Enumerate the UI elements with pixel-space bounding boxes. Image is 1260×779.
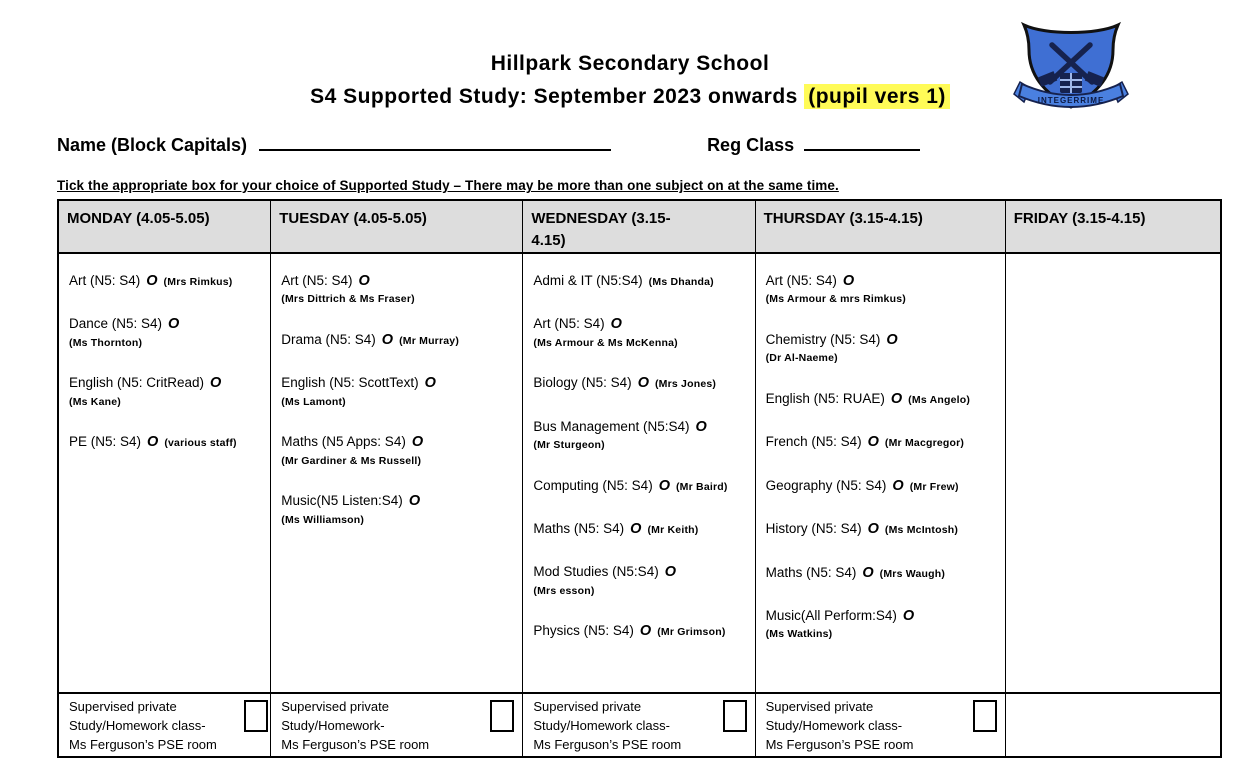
subject-entry [766,330,1001,365]
subject-text: Maths (N5 Apps: S4) [281,434,406,450]
subject-text: Art (N5: S4) [281,273,353,288]
subject-text: Maths (N5: S4) [533,520,625,536]
subject-entry [533,314,750,349]
subject-entry [533,417,750,452]
teacher-name: (Mr Sturgeon) [533,438,605,451]
tick-circle[interactable]: O [210,375,222,392]
tick-circle[interactable]: O [664,564,676,581]
column-header-friday: FRIDAY (3.15-4.15) [1005,201,1220,254]
subject-text: Art (N5: S4) [69,273,141,288]
supervised-study-text: Ms Ferguson’s PSE room [765,736,914,752]
supervised-study-text: Study/Homework class- [765,717,903,733]
teacher-name: (Mrs Dittrich & Ms Fraser) [281,293,415,306]
teacher-name: (Ms Lamont) [281,395,346,408]
tick-circle[interactable]: O [147,434,159,451]
subject-text: English (N5: ScottText) [281,375,419,391]
subject-entry [533,476,750,495]
subject-entry [533,271,750,290]
tick-circle[interactable]: O [862,564,874,581]
column-header-monday: MONDAY (4.05-5.05) [59,201,270,254]
name-input-line[interactable] [259,134,611,151]
teacher-name: (Mrs Waugh) [879,567,946,580]
subject-text: Art (N5: S4) [765,273,837,288]
name-label: Name (Block Capitals) [57,135,248,155]
school-title: Hillpark Secondary School [490,52,770,75]
teacher-name: (Mr Keith) [647,523,699,536]
subject-entry [281,432,518,467]
subject-text: Geography (N5: S4) [765,477,887,493]
teacher-name: (Mr Macgregor) [884,437,965,450]
pupil-version-highlight: (pupil vers 1) [804,84,950,109]
subject-entry [281,271,518,306]
subject-text: Bus Management (N5:S4) [533,418,690,434]
tick-circle[interactable]: O [168,316,180,333]
tick-circle[interactable]: O [630,520,642,537]
column-footer-tuesday [270,692,522,756]
supervised-study-checkbox[interactable] [244,700,268,732]
school-crest-logo [1010,20,1132,120]
supervised-study-checkbox[interactable] [490,700,514,732]
tick-circle[interactable]: O [146,273,158,289]
teacher-name: (Ms McIntosh) [884,524,959,537]
tick-circle[interactable]: O [867,434,879,451]
subject-text: French (N5: S4) [765,434,862,450]
column-footer-wednesday [522,692,754,756]
supervised-study-checkbox[interactable] [973,700,997,732]
tick-circle[interactable]: O [842,273,855,289]
subject-entry [766,432,1001,451]
subject-entry [766,271,1001,306]
column-header-wednesday: WEDNESDAY (3.15- 4.15) [522,201,754,254]
subtitle-text: S4 Supported Study: September 2023 onwards [310,85,805,108]
subject-entry [69,432,266,451]
tick-circle[interactable]: O [408,493,421,510]
teacher-name: (Mrs Jones) [654,378,717,391]
timetable [57,199,1222,758]
subject-text: Computing (N5: S4) [533,477,653,493]
subject-text: Maths (N5: S4) [765,564,857,580]
column-header-tuesday: TUESDAY (4.05-5.05) [270,201,522,254]
subject-entry [533,562,750,597]
subject-entry [69,271,266,290]
tick-circle[interactable]: O [358,273,370,289]
teacher-name: (Mr Grimson) [657,626,726,639]
column-footer-thursday [755,692,1005,756]
subject-text: Dance (N5: S4) [69,316,163,332]
column-header-thursday: THURSDAY (3.15-4.15) [755,201,1005,254]
column-footer-friday [1005,692,1220,756]
teacher-name: (Dr Al-Naeme) [765,352,838,365]
subject-entry [281,491,518,526]
supervised-study-text: Ms Ferguson’s PSE room [69,736,217,752]
supervised-study-text: Supervised private [69,699,177,714]
subject-text: Mod Studies (N5:S4) [533,564,659,580]
tick-circle[interactable]: O [637,375,649,392]
supervised-study-text: Supervised private [281,699,389,714]
teacher-name: (various staff) [164,437,237,450]
teacher-name: (Ms Armour & mrs Rimkus) [765,293,906,306]
teacher-name: (Mr Murray) [399,334,460,347]
subject-entry [766,476,1001,495]
supervised-study-text: Study/Homework class- [69,717,206,733]
subject-entry [69,373,266,408]
reg-class-input-line[interactable] [804,134,920,151]
subject-text: Music(N5 Listen:S4) [281,493,403,509]
subject-text: Physics (N5: S4) [533,623,634,639]
teacher-name: (Mr Gardiner & Ms Russell) [281,454,422,467]
teacher-name: (Mrs esson) [533,584,595,597]
tick-circle[interactable]: O [890,390,903,407]
supervised-study-text: Study/Homework- [281,717,385,733]
subject-entry [533,373,750,392]
tick-circle[interactable]: O [424,375,436,392]
teacher-name: (Ms Thornton) [69,336,143,349]
supervised-study-text: Study/Homework class- [533,717,670,733]
subject-text: Art (N5: S4) [533,316,605,332]
subject-entry [766,563,1001,582]
column-body-wednesday [522,254,754,692]
teacher-name: (Ms Armour & Ms McKenna) [533,336,678,349]
supervised-study-text: Ms Ferguson’s PSE room [281,736,430,752]
teacher-name: (Mr Baird) [675,480,728,493]
subject-text: English (N5: CritRead) [69,375,205,391]
subject-entry [533,519,750,538]
tick-circle[interactable]: O [411,434,424,451]
instruction-text: Tick the appropriate box for your choice of Supported Study – There may be more than one subject on at the same time. [57,178,839,193]
tick-circle[interactable]: O [695,418,707,435]
subject-entry [281,373,518,408]
supervised-study-checkbox[interactable] [723,700,747,732]
subject-text: Biology (N5: S4) [533,375,632,391]
tick-circle[interactable]: O [610,316,622,333]
tick-circle[interactable]: O [902,607,915,624]
crest-shield-icon [1010,20,1132,120]
subject-text: English (N5: RUAE) [765,390,885,406]
subject-text: Drama (N5: S4) [281,331,376,347]
subject-entry [766,519,1001,538]
subject-text: Chemistry (N5: S4) [765,331,881,347]
supervised-study-text: Ms Ferguson’s PSE room [533,736,682,752]
subject-entry [281,330,518,349]
subject-text: Music(All Perform:S4) [765,607,897,623]
column-body-monday [59,254,270,692]
tick-circle[interactable]: O [892,477,904,494]
supervised-study-text: Supervised private [533,699,642,714]
subject-text: Admi & IT (N5:S4) [533,273,643,288]
teacher-name: (Ms Watkins) [765,628,833,641]
teacher-name: (Ms Kane) [69,395,121,408]
name-reg-row [57,134,1222,156]
teacher-name: (Ms Dhanda) [648,276,714,288]
teacher-name: (Ms Angelo) [908,393,971,406]
tick-circle[interactable]: O [886,331,898,348]
column-body-thursday [755,254,1005,692]
subject-text: History (N5: S4) [765,521,862,537]
subject-text: PE (N5: S4) [69,434,142,450]
column-body-tuesday [270,254,522,692]
supervised-study-text: Supervised private [765,699,874,714]
reg-class-label: Reg Class [707,135,795,155]
tick-circle[interactable]: O [867,521,879,538]
teacher-name: (Ms Williamson) [281,513,365,526]
subject-entry [766,606,1001,641]
teacher-name: (Mrs Rimkus) [163,276,233,288]
tick-circle[interactable]: O [381,331,394,348]
column-footer-monday [59,692,270,756]
tick-circle[interactable]: O [658,477,670,494]
subject-entry [533,621,750,640]
crest-motto: INTEGERRIME [1037,96,1105,105]
tick-circle[interactable]: O [639,623,652,640]
teacher-name: (Mr Frew) [909,480,959,493]
column-body-friday [1005,254,1220,692]
subject-entry [766,389,1001,408]
subject-entry [69,314,266,349]
